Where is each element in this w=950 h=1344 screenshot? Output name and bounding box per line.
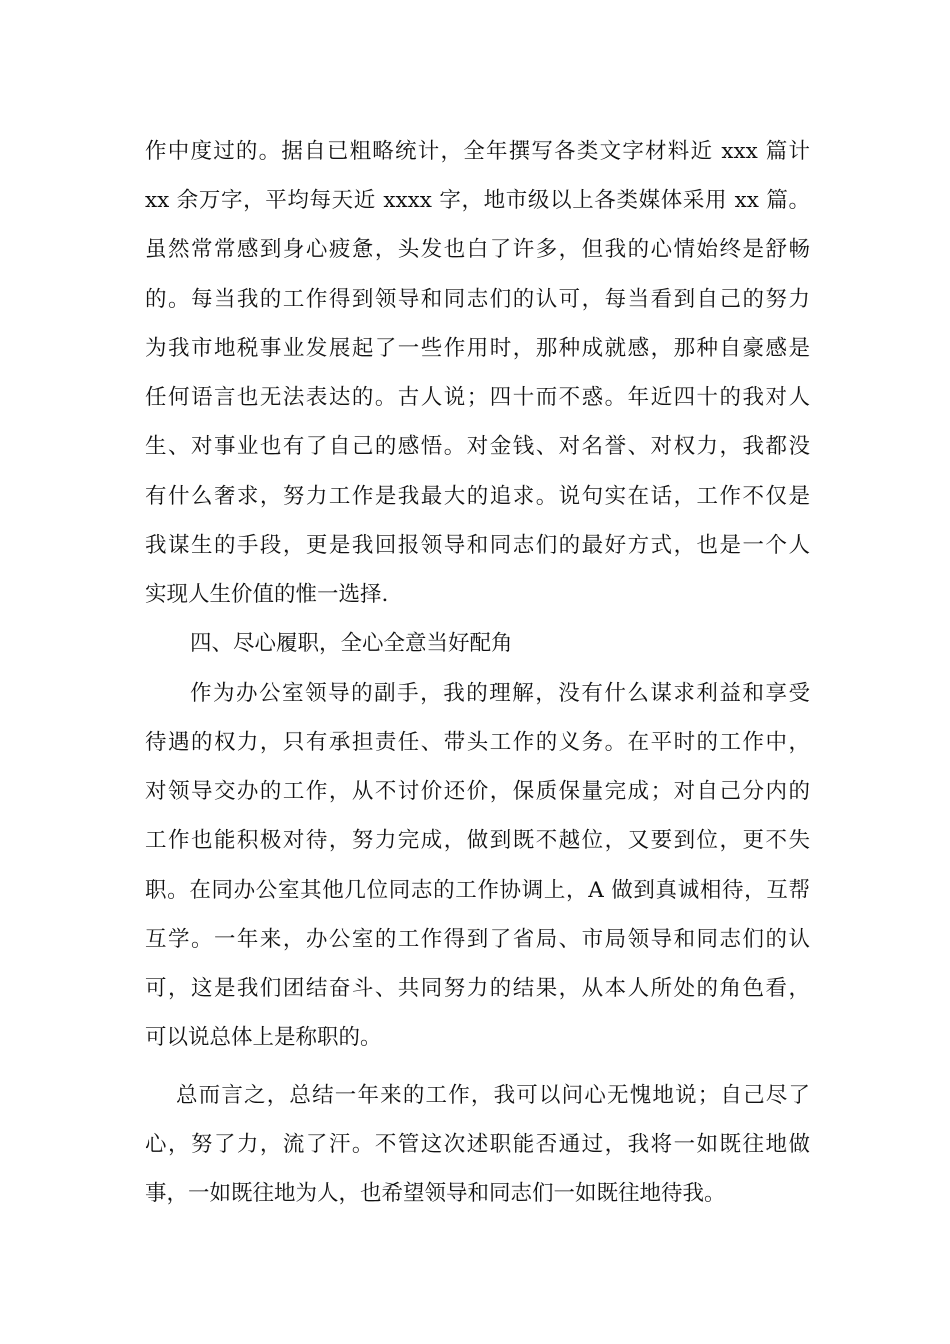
text-line: 生、对事业也有了自己的感悟。对金钱、对名誉、对权力，我都没 — [145, 434, 810, 459]
text-line: 有什么奢求，努力工作是我最大的追求。说句实在话，工作不仅是 — [145, 484, 810, 509]
text-line: 的。每当我的工作得到领导和同志们的认可，每当看到自己的努力 — [145, 287, 810, 312]
text-line: 实现人生价值的惟一选择. — [145, 582, 389, 607]
text-line: 互学。一年来，办公室的工作得到了省局、市局领导和同志们的认 — [145, 927, 810, 952]
section-heading: 四、尽心履职，全心全意当好配角 — [190, 631, 513, 656]
text-line: 虽然常常感到身心疲惫，头发也白了许多，但我的心情始终是舒畅 — [145, 237, 810, 262]
text-line: 待遇的权力，只有承担责任、带头工作的义务。在平时的工作中， — [145, 730, 810, 755]
text-line: 对领导交办的工作，从不讨价还价，保质保量完成；对自己分内的 — [145, 779, 810, 804]
text-line: 为我市地税事业发展起了一些作用时，那种成就感，那种自豪感是 — [145, 336, 810, 361]
text-line: 我谋生的手段，更是我回报领导和同志们的最好方式，也是一个人 — [145, 533, 810, 558]
text-line: 可，这是我们团结奋斗、共同努力的结果，从本人所处的角色看， — [145, 976, 810, 1001]
text-line: xx 余万字，平均每天近 xxxx 字，地市级以上各类媒体采用 xx 篇。 — [145, 188, 810, 213]
text-line: 作中度过的。据自已粗略统计，全年撰写各类文字材料近 xxx 篇计 — [145, 139, 810, 164]
text-line: 心，努了力，流了汗。不管这次述职能否通过，我将一如既往地做 — [145, 1132, 810, 1157]
paragraph-first-line: 总而言之，总结一年来的工作，我可以问心无愧地说；自己尽了 — [176, 1083, 810, 1108]
text-line: 职。在同办公室其他几位同志的工作协调上，A 做到真诚相待，互帮 — [145, 878, 810, 903]
text-line: 工作也能积极对待，努力完成，做到既不越位，又要到位，更不失 — [145, 828, 810, 853]
paragraph-first-line: 作为办公室领导的副手，我的理解，没有什么谋求利益和享受 — [190, 681, 810, 706]
text-line: 任何语言也无法表达的。古人说；四十而不惑。年近四十的我对人 — [145, 385, 810, 410]
text-line: 可以说总体上是称职的。 — [145, 1025, 382, 1050]
text-line: 事，一如既往地为人，也希望领导和同志们一如既往地待我。 — [145, 1181, 726, 1206]
